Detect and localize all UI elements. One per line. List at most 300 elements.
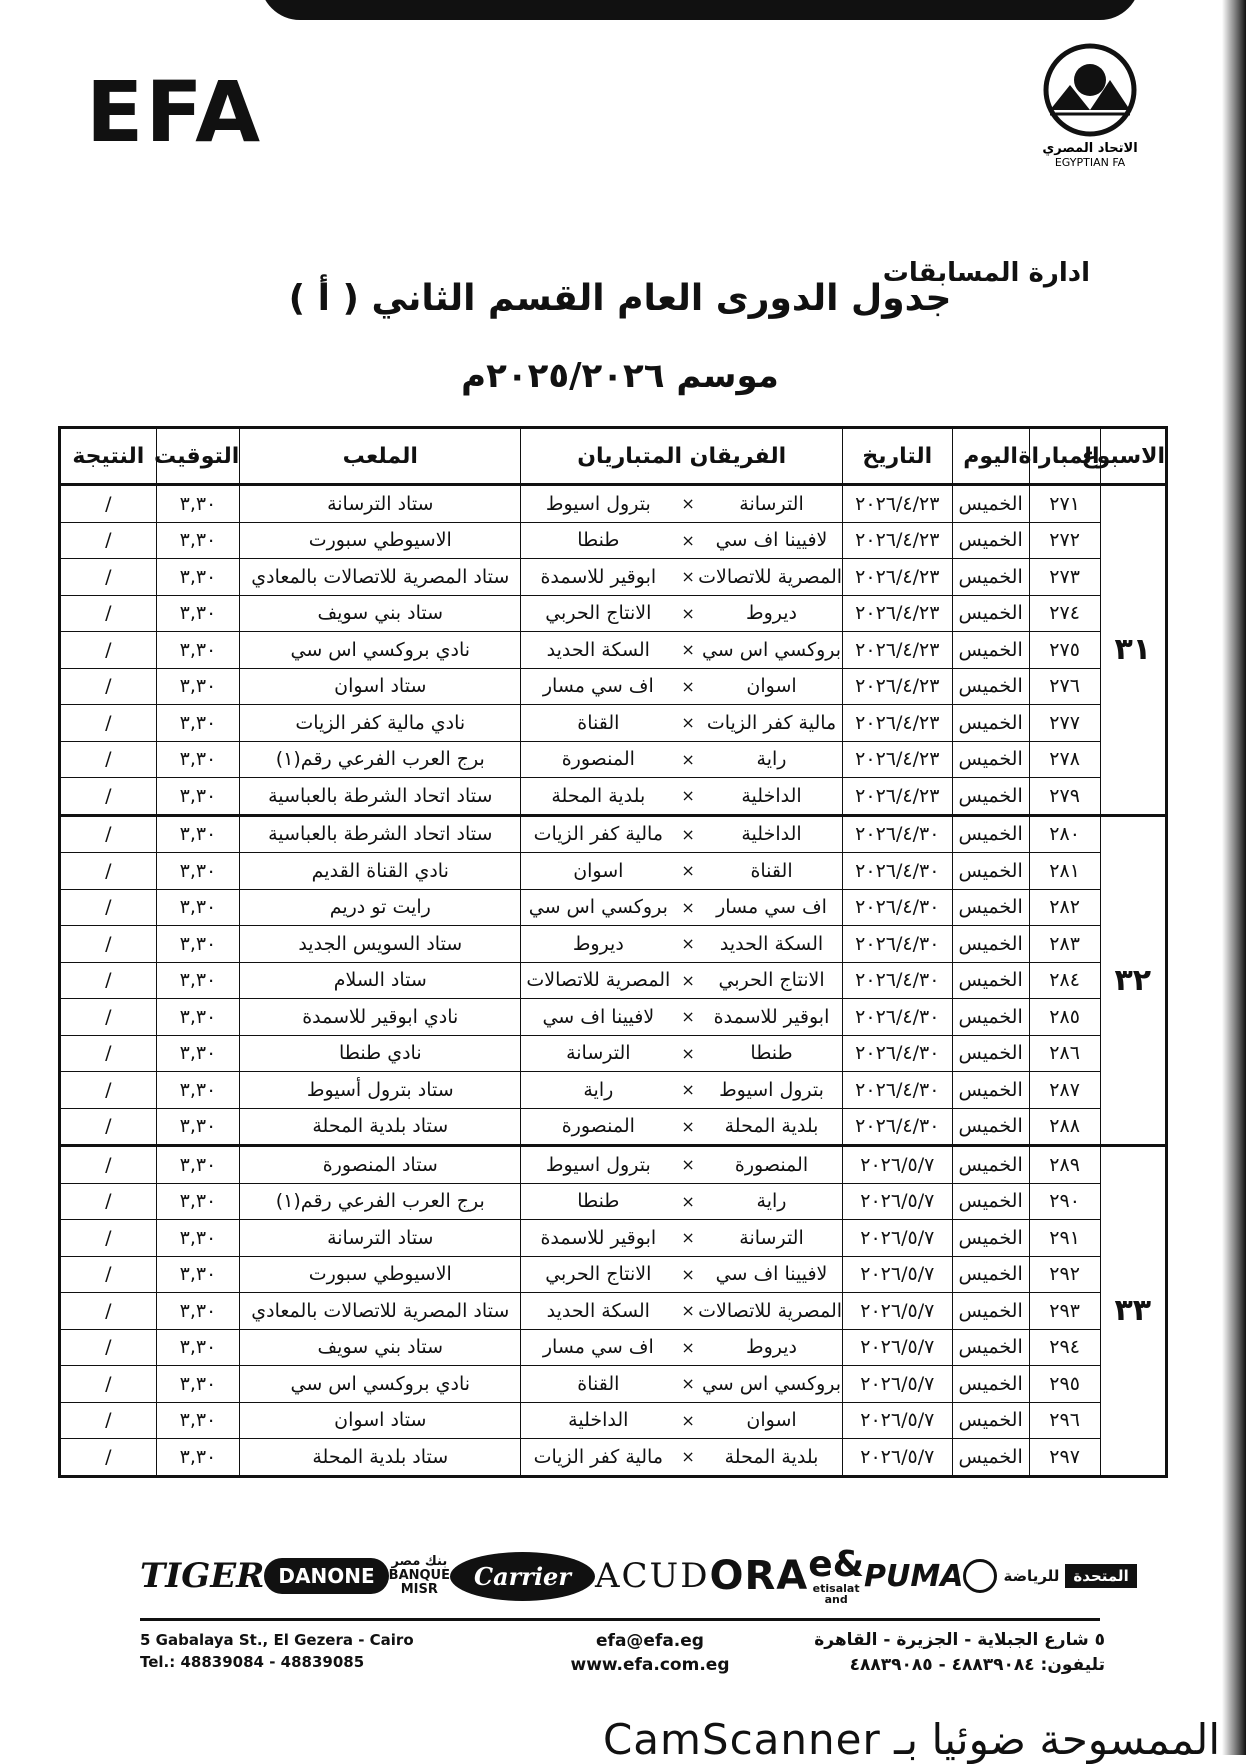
- match-number: ٢٩١: [1029, 1220, 1100, 1257]
- match-result: /: [60, 705, 157, 742]
- table-row: [60, 1439, 1167, 1477]
- home-team: بروكسي اس سي: [701, 638, 842, 661]
- address-en: 5 Gabalaya St., El Gezera - Cairo: [140, 1631, 414, 1649]
- match-result: /: [60, 1183, 157, 1220]
- email-text: efa@efa.eg: [596, 1631, 704, 1651]
- etisalat-sub: etisalat and: [812, 1582, 860, 1606]
- match-number: ٢٩٠: [1029, 1183, 1100, 1220]
- match-venue: ستاد بلدية المحلة: [240, 1108, 521, 1146]
- tiger-logo: TIGER: [140, 1556, 265, 1596]
- away-team: لافيينا اف سي: [542, 1005, 655, 1028]
- match-date: ٢٠٢٦/٤/٣٠: [843, 1072, 952, 1109]
- match-day: الخميس: [952, 1146, 1029, 1184]
- table-row: [60, 1293, 1167, 1330]
- etisalat-mark: e&: [808, 1544, 865, 1585]
- home-team: السكة الحديد: [719, 932, 824, 955]
- match-date: ٢٠٢٦/٤/٢٣: [843, 668, 952, 705]
- match-date: ٢٠٢٦/٥/٧: [843, 1402, 952, 1439]
- ora-logo: ORA: [709, 1553, 809, 1599]
- match-result: /: [60, 853, 157, 890]
- match-day: الخميس: [952, 889, 1029, 926]
- table-row: [60, 705, 1167, 742]
- away-team: بروكسي اس سي: [528, 896, 668, 919]
- scanner-watermark: الممسوحة ضوئيا بـ CamScanner: [602, 1715, 1220, 1764]
- match-time: ٣,٣٠: [156, 999, 240, 1036]
- match-venue: ستاد المنصورة: [240, 1146, 521, 1184]
- match-teams: [521, 668, 843, 705]
- match-date: ٢٠٢٦/٥/٧: [843, 1366, 952, 1403]
- match-date: ٢٠٢٦/٤/٣٠: [843, 815, 952, 853]
- match-teams: [521, 632, 843, 669]
- match-day: الخميس: [952, 705, 1029, 742]
- week-number: ٣٣: [1100, 1146, 1167, 1477]
- match-number: ٢٨٧: [1029, 1072, 1100, 1109]
- match-time: ٣,٣٠: [156, 815, 240, 853]
- match-day: الخميس: [952, 1439, 1029, 1477]
- match-result: /: [60, 559, 157, 596]
- match-result: /: [60, 522, 157, 559]
- match-number: ٢٨٦: [1029, 1035, 1100, 1072]
- match-venue: نادي بروكسي اس سي: [240, 1366, 521, 1403]
- match-result: /: [60, 815, 157, 853]
- versus-mark: ×: [681, 676, 695, 696]
- away-team: طنطا: [577, 529, 620, 552]
- match-number: ٢٧٧: [1029, 705, 1100, 742]
- match-teams: [521, 1256, 843, 1293]
- table-row: [60, 1329, 1167, 1366]
- versus-mark: ×: [681, 1337, 695, 1357]
- match-number: ٢٧٤: [1029, 595, 1100, 632]
- home-team: لافيينا اف سي: [715, 529, 828, 552]
- match-date: ٢٠٢٦/٤/٣٠: [843, 1035, 952, 1072]
- home-team: اف سي مسار: [716, 896, 827, 919]
- match-day: الخميس: [952, 1072, 1029, 1109]
- match-time: ٣,٣٠: [156, 559, 240, 596]
- match-venue: برج العرب الفرعي رقم(١): [240, 741, 521, 778]
- match-result: /: [60, 1220, 157, 1257]
- match-day: الخميس: [952, 853, 1029, 890]
- match-date: ٢٠٢٦/٤/٣٠: [843, 999, 952, 1036]
- carrier-logo: Carrier: [450, 1552, 595, 1601]
- home-team: اسوان: [746, 675, 797, 698]
- tel-en: Tel.: 48839084 - 48839085: [140, 1652, 365, 1671]
- match-number: ٢٧٢: [1029, 522, 1100, 559]
- match-result: /: [60, 632, 157, 669]
- match-teams: [521, 1366, 843, 1403]
- home-team: راية: [756, 748, 787, 771]
- match-venue: نادي ابوقير للاسمدة: [240, 999, 521, 1036]
- match-date: ٢٠٢٦/٤/٣٠: [843, 889, 952, 926]
- match-teams: [521, 595, 843, 632]
- versus-mark: ×: [681, 1264, 695, 1284]
- match-teams: [521, 1108, 843, 1146]
- table-row: [60, 926, 1167, 963]
- header-day: اليوم: [952, 428, 1029, 485]
- acud-logo: ACUD: [594, 1556, 710, 1596]
- match-result: /: [60, 1366, 157, 1403]
- home-team: الترسانة: [739, 492, 804, 515]
- match-time: ٣,٣٠: [156, 778, 240, 816]
- match-time: ٣,٣٠: [156, 1439, 240, 1477]
- home-team: بترول اسيوط: [719, 1078, 824, 1101]
- home-team: ديروط: [746, 602, 798, 625]
- match-teams: [521, 962, 843, 999]
- home-team: المنصورة: [734, 1153, 809, 1176]
- match-time: ٣,٣٠: [156, 1072, 240, 1109]
- versus-mark: ×: [681, 530, 695, 550]
- match-date: ٢٠٢٦/٤/٢٣: [843, 595, 952, 632]
- away-team: الانتاج الحربي: [545, 1263, 652, 1286]
- home-team: اسوان: [746, 1409, 797, 1432]
- match-result: /: [60, 1108, 157, 1146]
- versus-mark: ×: [681, 1080, 695, 1100]
- match-number: ٢٩٤: [1029, 1329, 1100, 1366]
- match-date: ٢٠٢٦/٤/٣٠: [843, 853, 952, 890]
- match-date: ٢٠٢٦/٤/٢٣: [843, 778, 952, 816]
- versus-mark: ×: [681, 1116, 695, 1136]
- match-teams: [521, 778, 843, 816]
- match-result: /: [60, 1439, 157, 1477]
- table-row: [60, 1256, 1167, 1293]
- match-time: ٣,٣٠: [156, 1108, 240, 1146]
- match-date: ٢٠٢٦/٤/٣٠: [843, 926, 952, 963]
- match-date: ٢٠٢٦/٤/٣٠: [843, 1108, 952, 1146]
- match-day: الخميس: [952, 632, 1029, 669]
- match-time: ٣,٣٠: [156, 668, 240, 705]
- match-day: الخميس: [952, 1183, 1029, 1220]
- footer-contact: [540, 1630, 760, 1678]
- match-date: ٢٠٢٦/٤/٢٣: [843, 632, 952, 669]
- match-time: ٣,٣٠: [156, 1146, 240, 1184]
- table-row: [60, 1146, 1167, 1184]
- page-title: جدول الدورى العام القسم الثاني ( أ ): [288, 278, 952, 319]
- week-number: ٣٢: [1100, 815, 1167, 1146]
- home-team: بلدية المحلة: [724, 1445, 819, 1468]
- away-team: ابوقير للاسمدة: [540, 565, 657, 588]
- match-time: ٣,٣٠: [156, 1366, 240, 1403]
- sponsor-strip: [140, 1544, 1129, 1607]
- schedule-table: [58, 426, 1168, 1478]
- match-time: ٣,٣٠: [156, 1220, 240, 1257]
- header-date: التاريخ: [843, 428, 952, 485]
- match-time: ٣,٣٠: [156, 1293, 240, 1330]
- match-teams: [521, 1293, 843, 1330]
- versus-mark: ×: [681, 897, 695, 917]
- match-teams: [521, 889, 843, 926]
- match-venue: برج العرب الفرعي رقم(١): [240, 1183, 521, 1220]
- match-time: ٣,٣٠: [156, 962, 240, 999]
- etisalat-logo: [808, 1544, 865, 1606]
- united-sports-tag: المتحدة: [1065, 1564, 1136, 1588]
- match-teams: [521, 1220, 843, 1257]
- banque-misr-en: BANQUE MISR: [388, 1567, 450, 1598]
- versus-mark: ×: [681, 494, 695, 514]
- match-venue: نادي القناة القديم: [240, 853, 521, 890]
- match-time: ٣,٣٠: [156, 741, 240, 778]
- match-venue: ستاد السويس الجديد: [240, 926, 521, 963]
- match-day: الخميس: [952, 1366, 1029, 1403]
- table-row: [60, 741, 1167, 778]
- match-teams: [521, 926, 843, 963]
- match-time: ٣,٣٠: [156, 1402, 240, 1439]
- match-number: ٢٨١: [1029, 853, 1100, 890]
- match-teams: [521, 1329, 843, 1366]
- match-number: ٢٨٨: [1029, 1108, 1100, 1146]
- match-date: ٢٠٢٦/٥/٧: [843, 1183, 952, 1220]
- away-team: مالية كفر الزيات: [533, 1445, 664, 1468]
- versus-mark: ×: [681, 603, 695, 623]
- match-result: /: [60, 1293, 157, 1330]
- away-team: ديروط: [572, 932, 624, 955]
- svg-text:EGYPTIAN FA: EGYPTIAN FA: [1054, 156, 1126, 169]
- away-team: اف سي مسار: [542, 1336, 654, 1359]
- table-header-row: [60, 428, 1167, 485]
- match-venue: ستاد بني سويف: [240, 1329, 521, 1366]
- match-venue: ستاد السلام: [240, 962, 521, 999]
- table-row: [60, 1035, 1167, 1072]
- match-date: ٢٠٢٦/٤/٢٣: [843, 741, 952, 778]
- header-venue: الملعب: [240, 428, 521, 485]
- match-venue: ستاد اتحاد الشرطة بالعباسية: [240, 778, 521, 816]
- match-venue: ستاد المصرية للاتصالات بالمعادي: [240, 1293, 521, 1330]
- footer-address-ar: [814, 1628, 1105, 1677]
- table-row: [60, 999, 1167, 1036]
- match-result: /: [60, 1146, 157, 1184]
- table-row: [60, 815, 1167, 853]
- match-day: الخميس: [952, 559, 1029, 596]
- match-day: الخميس: [952, 741, 1029, 778]
- match-number: ٢٧٣: [1029, 559, 1100, 596]
- away-team: طنطا: [577, 1190, 620, 1213]
- versus-mark: ×: [681, 786, 695, 806]
- table-row: [60, 632, 1167, 669]
- away-team: المنصورة: [561, 1115, 635, 1138]
- table-row: [60, 889, 1167, 926]
- match-teams: [521, 1035, 843, 1072]
- match-day: الخميس: [952, 1256, 1029, 1293]
- home-team: مالية كفر الزيات: [706, 711, 837, 734]
- home-team: لافيينا اف سي: [715, 1263, 828, 1286]
- versus-mark: ×: [681, 1301, 695, 1321]
- scan-edge-shadow: [1222, 0, 1246, 1755]
- table-row: [60, 668, 1167, 705]
- match-number: ٢٧٩: [1029, 778, 1100, 816]
- danone-logo: DANONE: [264, 1558, 388, 1594]
- match-time: ٣,٣٠: [156, 632, 240, 669]
- away-team: بترول اسيوط: [545, 492, 651, 515]
- match-teams: [521, 853, 843, 890]
- match-teams: [521, 815, 843, 853]
- table-row: [60, 1220, 1167, 1257]
- match-teams: [521, 522, 843, 559]
- match-result: /: [60, 1329, 157, 1366]
- match-day: الخميس: [952, 1293, 1029, 1330]
- versus-mark: ×: [681, 1043, 695, 1063]
- match-result: /: [60, 1256, 157, 1293]
- match-result: /: [60, 999, 157, 1036]
- match-time: ٣,٣٠: [156, 1183, 240, 1220]
- versus-mark: ×: [681, 713, 695, 733]
- match-venue: الاسيوطي سبورت: [240, 522, 521, 559]
- away-team: القناة: [577, 711, 620, 734]
- home-team: القناة: [750, 859, 793, 882]
- versus-mark: ×: [681, 640, 695, 660]
- away-team: الانتاج الحربي: [545, 602, 652, 625]
- match-number: ٢٩٢: [1029, 1256, 1100, 1293]
- match-time: ٣,٣٠: [156, 522, 240, 559]
- home-team: الداخلية: [741, 823, 802, 846]
- header-time: التوقيت: [156, 428, 240, 485]
- match-venue: ستاد بلدية المحلة: [240, 1439, 521, 1477]
- match-day: الخميس: [952, 1035, 1029, 1072]
- svg-text:الاتحاد المصري: الاتحاد المصري: [1042, 141, 1138, 156]
- match-number: ٢٩٥: [1029, 1366, 1100, 1403]
- versus-mark: ×: [681, 861, 695, 881]
- match-day: الخميس: [952, 999, 1029, 1036]
- versus-mark: ×: [681, 1155, 695, 1175]
- versus-mark: ×: [681, 1447, 695, 1467]
- versus-mark: ×: [681, 824, 695, 844]
- home-team: ديروط: [746, 1336, 798, 1359]
- match-venue: نادي طنطا: [240, 1035, 521, 1072]
- match-venue: ستاد الترسانة: [240, 1220, 521, 1257]
- table-row: [60, 1402, 1167, 1439]
- match-venue: ستاد بترول أسيوط: [240, 1072, 521, 1109]
- table-row: [60, 1108, 1167, 1146]
- match-number: ٢٨٩: [1029, 1146, 1100, 1184]
- table-row: [60, 1072, 1167, 1109]
- home-team: الترسانة: [739, 1226, 804, 1249]
- match-time: ٣,٣٠: [156, 889, 240, 926]
- match-day: الخميس: [952, 962, 1029, 999]
- away-team: القناة: [577, 1372, 620, 1395]
- match-date: ٢٠٢٦/٥/٧: [843, 1256, 952, 1293]
- match-venue: نادي بروكسي اس سي: [240, 632, 521, 669]
- footer-address-en: [140, 1630, 414, 1674]
- versus-mark: ×: [681, 1191, 695, 1211]
- match-date: ٢٠٢٦/٤/٣٠: [843, 962, 952, 999]
- away-team: السكة الحديد: [546, 638, 650, 661]
- schedule-body: [60, 485, 1167, 1477]
- footer-divider: [140, 1618, 1100, 1621]
- home-team: المصرية للاتصالات: [698, 1299, 843, 1322]
- efa-logo: EFA: [86, 63, 263, 161]
- match-venue: ستاد المصرية للاتصالات بالمعادي: [240, 559, 521, 596]
- match-number: ٢٧١: [1029, 485, 1100, 523]
- match-result: /: [60, 741, 157, 778]
- match-venue: ستاد اسوان: [240, 1402, 521, 1439]
- match-day: الخميس: [952, 1220, 1029, 1257]
- match-number: ٢٧٦: [1029, 668, 1100, 705]
- match-day: الخميس: [952, 485, 1029, 523]
- match-result: /: [60, 778, 157, 816]
- match-number: ٢٨٣: [1029, 926, 1100, 963]
- match-result: /: [60, 889, 157, 926]
- match-result: /: [60, 926, 157, 963]
- match-result: /: [60, 1035, 157, 1072]
- match-day: الخميس: [952, 668, 1029, 705]
- match-day: الخميس: [952, 815, 1029, 853]
- match-date: ٢٠٢٦/٤/٢٣: [843, 522, 952, 559]
- united-sports-logo: [963, 1559, 1136, 1593]
- table-row: [60, 1366, 1167, 1403]
- match-time: ٣,٣٠: [156, 853, 240, 890]
- away-team: مالية كفر الزيات: [533, 823, 664, 846]
- match-teams: [521, 1402, 843, 1439]
- match-number: ٢٩٣: [1029, 1293, 1100, 1330]
- banque-misr-logo: [389, 1555, 450, 1598]
- match-result: /: [60, 595, 157, 632]
- table-row: [60, 962, 1167, 999]
- match-date: ٢٠٢٦/٥/٧: [843, 1220, 952, 1257]
- match-time: ٣,٣٠: [156, 926, 240, 963]
- away-team: الداخلية: [568, 1409, 629, 1432]
- home-team: طنطا: [750, 1042, 793, 1065]
- match-time: ٣,٣٠: [156, 1329, 240, 1366]
- match-number: ٢٧٨: [1029, 741, 1100, 778]
- match-date: ٢٠٢٦/٤/٢٣: [843, 705, 952, 742]
- match-teams: [521, 1439, 843, 1477]
- away-team: الترسانة: [566, 1042, 631, 1065]
- match-venue: رايت تو دريم: [240, 889, 521, 926]
- match-result: /: [60, 962, 157, 999]
- match-venue: ستاد اتحاد الشرطة بالعباسية: [240, 815, 521, 853]
- versus-mark: ×: [681, 1007, 695, 1027]
- match-date: ٢٠٢٦/٥/٧: [843, 1439, 952, 1477]
- match-day: الخميس: [952, 595, 1029, 632]
- efa-crest-logo: [1030, 40, 1150, 180]
- table-row: [60, 853, 1167, 890]
- match-time: ٣,٣٠: [156, 1256, 240, 1293]
- match-time: ٣,٣٠: [156, 485, 240, 523]
- match-date: ٢٠٢٦/٥/٧: [843, 1293, 952, 1330]
- match-day: الخميس: [952, 778, 1029, 816]
- header-match: المباراة: [1029, 428, 1100, 485]
- away-team: اف سي مسار: [542, 675, 654, 698]
- versus-mark: ×: [681, 1228, 695, 1248]
- match-number: ٢٨٤: [1029, 962, 1100, 999]
- home-team: الانتاج الحربي: [718, 969, 825, 992]
- match-number: ٢٨٠: [1029, 815, 1100, 853]
- united-sports-icon: [963, 1559, 997, 1593]
- scan-top-shadow: [260, 0, 1140, 20]
- versus-mark: ×: [681, 970, 695, 990]
- home-team: راية: [756, 1190, 787, 1213]
- home-team: ابوقير للاسمدة: [713, 1005, 830, 1028]
- versus-mark: ×: [681, 567, 695, 587]
- away-team: ابوقير للاسمدة: [540, 1226, 657, 1249]
- table-row: [60, 522, 1167, 559]
- away-team: بلدية المحلة: [551, 784, 646, 807]
- match-day: الخميس: [952, 522, 1029, 559]
- match-number: ٢٨٢: [1029, 889, 1100, 926]
- match-venue: ستاد الترسانة: [240, 485, 521, 523]
- versus-mark: ×: [681, 934, 695, 954]
- match-date: ٢٠٢٦/٤/٢٣: [843, 485, 952, 523]
- header-week: الاسبوع: [1100, 428, 1167, 485]
- department-label: ادارة المسابقات: [882, 258, 1090, 288]
- match-day: الخميس: [952, 926, 1029, 963]
- home-team: المصرية للاتصالات: [698, 565, 843, 588]
- match-teams: [521, 1183, 843, 1220]
- away-team: اسوان: [573, 859, 624, 882]
- match-time: ٣,٣٠: [156, 705, 240, 742]
- website-text: www.efa.com.eg: [570, 1654, 730, 1675]
- versus-mark: ×: [681, 1374, 695, 1394]
- match-number: ٢٧٥: [1029, 632, 1100, 669]
- away-team: بترول اسيوط: [545, 1153, 651, 1176]
- puma-logo: PUMA: [864, 1558, 964, 1594]
